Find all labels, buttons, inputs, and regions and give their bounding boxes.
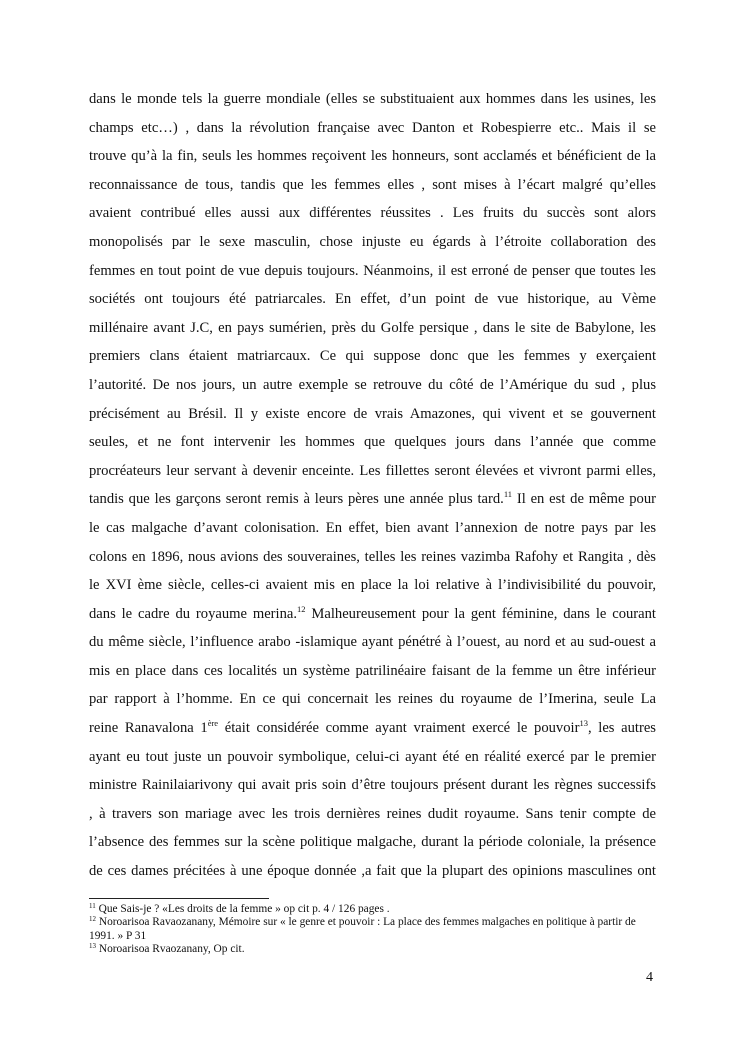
- body-line: trouve qu’à la fin, seuls les hommes reçoivent les honneurs, sont acclamés et bénéficient de la: [89, 148, 656, 165]
- body-line: précisément au Brésil. Il y existe encore de vrais Amazones, qui vivent et se gouvernent: [89, 405, 656, 422]
- body-line: ministre Rainilaiarivony qui avait pris soin d’être toujours présent durant les règnes successifs: [89, 777, 656, 794]
- body-line: monopolisés par le sexe masculin, chose injuste eu égards à l’étroite collaboration des: [89, 233, 656, 250]
- body-line-footnote-13: reine Ranavalona 1ère était considérée comme ayant vraiment exercé le pouvoir$^{13}$, les autres: [89, 718, 656, 737]
- body-line: l’autorité. De nos jours, un autre exemple se retrouve du côté de l’Amérique du sud , plus: [89, 376, 656, 393]
- body-line-footnote-12: dans le cadre du royaume merina.$^{12}$ Malheureusement pour la gent féminine, dans le courant: [89, 603, 656, 622]
- body-line: de ces dames précitées à une époque donnée ,a fait que la plupart des opinions masculines ont: [89, 863, 656, 880]
- body-line: sociétés ont toujours été patriarcales. En effet, d’un point de vue historique, au Vème: [89, 291, 656, 308]
- body-line: le XVI ème siècle, celles-ci avaient mis en place la loi relative à l’indivisibilité du pouvoir,: [89, 577, 656, 594]
- body-line: , à travers son mariage avec les trois dernières reines dudit royaume. Sans tenir compte de: [89, 805, 656, 822]
- footnote-13: $^{13}$ Noroarisoa Rvaozanany, Op cit.: [89, 942, 245, 956]
- body-line: femmes en tout point de vue depuis toujours. Néanmoins, il est erroné de penser que toutes les: [89, 262, 656, 279]
- footnote-marker-13: 13: [579, 718, 588, 729]
- body-line: par rapport à l’homme. En ce qui concernait les reines du royaume de l’Imerina, seule La: [89, 691, 656, 708]
- footnote-11: $^{11}$ Que Sais-je ? «Les droits de la femme » op cit p. 4 / 126 pages .: [89, 902, 390, 915]
- footnote-12: $^{12}$ Noroarisoa Ravaozanany, Mémoire sur « le genre et pouvoir : La place des femmes malgaches en politique à partir de 1991. » P 31: [89, 915, 636, 942]
- body-line: procréateurs leur servant à devenir enceinte. Les fillettes seront élevées et vivront parmi elles,: [89, 462, 656, 479]
- footnote-separator: [89, 898, 269, 899]
- body-line: reconnaissance de tous, tandis que les femmes elles , sont mises à l’écart malgré qu’elles: [89, 176, 656, 193]
- body-text: [89, 85, 656, 886]
- footnote-marker-12: 12: [297, 603, 306, 614]
- body-line: colons en 1896, nous avions des souveraines, telles les reines vazimba Rafohy et Rangita , dès: [89, 548, 656, 565]
- body-line: champs etc…) , dans la révolution française avec Danton et Robespierre etc.. Mais il se: [89, 119, 656, 136]
- body-line: mis en place dans ces localités un système patrilinéaire faisant de la femme un être inférieur: [89, 662, 656, 679]
- body-line: le cas malgache d’avant colonisation. En effet, bien avant l’annexion de notre pays par les: [89, 519, 656, 536]
- footnotes: [89, 903, 656, 957]
- body-line: premiers clans étaient matriarcaux. Ce qui suppose donc que les femmes y exerçaient: [89, 348, 656, 365]
- body-line: millénaire avant J.C, en pays sumérien, près du Golfe persique , dans le site de Babylone, les: [89, 319, 656, 336]
- body-line: seules, et ne font intervenir les hommes que quelques jours dans l’année que comme: [89, 434, 656, 451]
- body-line: l’absence des femmes sur la scène politique malgache, durant la période coloniale, la présence: [89, 834, 656, 851]
- body-line: ayant eu tout juste un pouvoir symbolique, celui-ci ayant été en réalité exercé par le premier: [89, 748, 656, 765]
- body-line: du même siècle, l’influence arabo -islamique ayant pénétré à l’ouest, au nord et au sud-ouest a: [89, 634, 656, 651]
- body-line: avaient contribué elles aussi aux différentes réussites . Les fruits du succès sont alors: [89, 205, 656, 222]
- page-number: 4: [646, 970, 653, 985]
- body-line-footnote-11: tandis que les garçons seront remis à leurs pères une année plus tard.$^{11}$ Il en est de même pour: [89, 489, 656, 508]
- footnote-marker-11: 11: [503, 489, 513, 500]
- body-line: dans le monde tels la guerre mondiale (elles se substituaient aux hommes dans les usines, les: [89, 91, 656, 107]
- ordinal-superscript: ère: [207, 718, 219, 729]
